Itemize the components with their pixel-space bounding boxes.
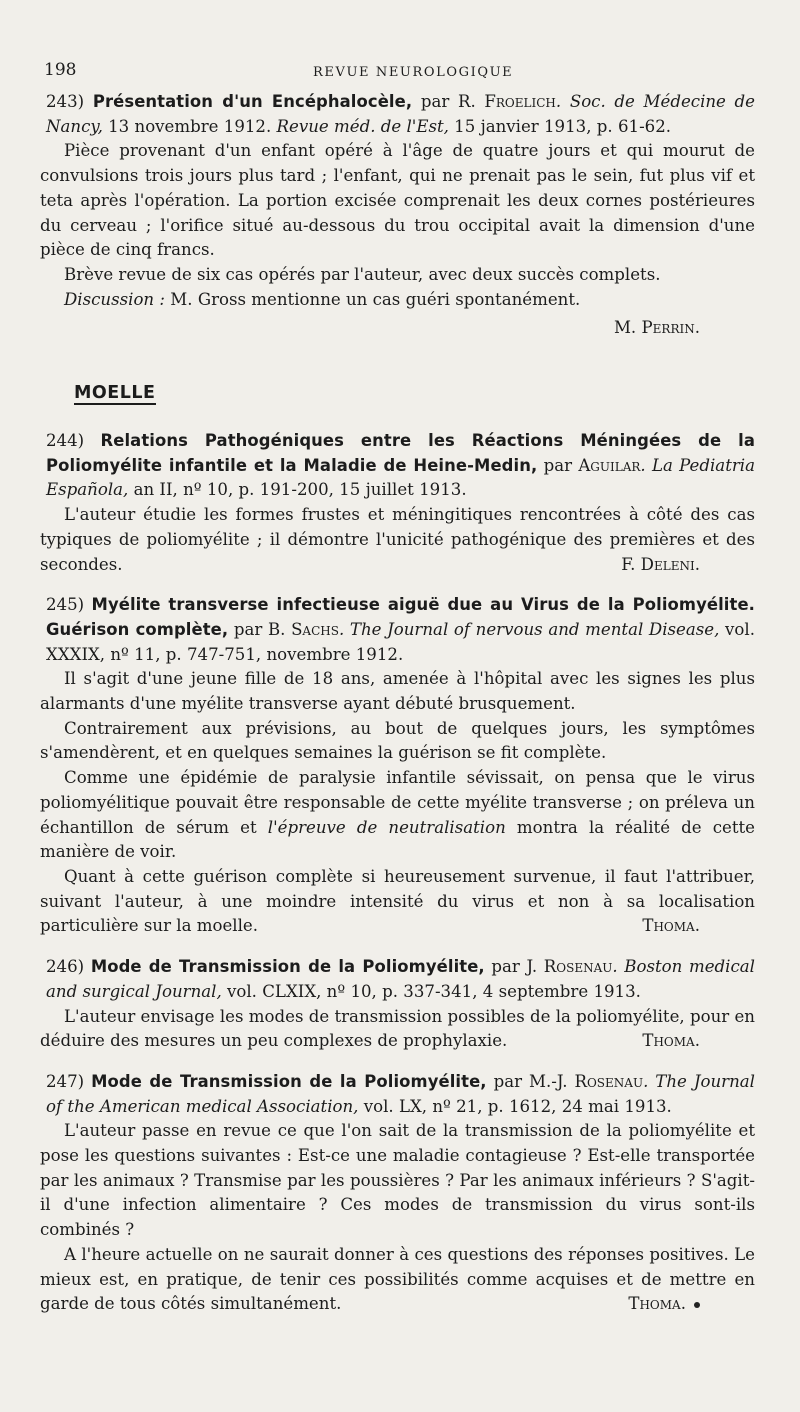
signature: M. Perrin. — [613, 318, 700, 338]
page-number: 198 — [44, 60, 77, 80]
entry-title: 247) Mode de Transmission de la Poliomyélite, par M.-J. Rosenau. The Journal of the American medical Association, vol. LX, nº 21, p. 1612, 24 mai 1913. — [46, 1071, 755, 1116]
paragraph: Brève revue de six cas opérés par l'auteur, avec deux succès complets. — [64, 264, 661, 284]
entry-244 — [40, 429, 755, 577]
entry-title: 243) Présentation d'un Encéphalocèle, par R. Froelich. Soc. de Médecine de Nancy, 13 novembre 1912. Revue méd. de l'Est, 15 janvier 1913, p. 61-62. — [46, 92, 755, 136]
signature: Thoma. — [604, 1292, 755, 1317]
paragraph: Pièce provenant d'un enfant opéré à l'âge de quatre jours et qui mourut de convulsions trois jours plus tard ; l'enfant, qui ne prenait pas le sein, fut plus vif et teta après l'opération. La portion excisée comprenait les deux cornes postérieures du cerveau ; l'orifice situé au-dessous du trou occipital avait la dimension d'une pièce de cinq francs. — [40, 141, 755, 260]
paragraph: L'auteur envisage les modes de transmission possibles de la poliomyélite, pour en déduire des mesures un peu complexes de prophylaxie. Thoma. — [40, 1005, 755, 1054]
signature: Thoma. — [642, 916, 700, 936]
entry-243 — [40, 90, 755, 341]
ink-dot-icon — [694, 1302, 700, 1308]
paragraph: Il s'agit d'une jeune fille de 18 ans, amenée à l'hôpital avec les signes les plus alarmants d'une myélite transverse ayant débuté brusquement. — [40, 669, 755, 714]
paragraph: Contrairement aux prévisions, au bout de quelques jours, les symptômes s'amendèrent, et en quelques semaines la guérison se fit complète. — [40, 718, 755, 763]
entry-title: 244) Relations Pathogéniques entre les Réactions Méningées de la Poliomyélite infantile et la Maladie de Heine-Medin, par Aguilar. La Pediatria Española, an II, nº 10, p. 191-200, 15 juillet 1913. — [46, 431, 755, 500]
paragraph: Comme une épidémie de paralysie infantile sévissait, on pensa que le virus poliomyélitique pouvait être responsable de cette myélite transverse ; on préleva un échantillon de sérum et l'épreuve de neutralisation montra la réalité de cette manière de voir. — [40, 768, 755, 862]
running-title: REVUE NEUROLOGIQUE — [313, 65, 514, 80]
page-header — [40, 58, 755, 90]
signature: Thoma. — [642, 1031, 700, 1051]
entry-title: 246) Mode de Transmission de la Poliomyélite, par J. Rosenau. Boston medical and surgical Journal, vol. CLXIX, nº 10, p. 337-341, 4 septembre 1913. — [46, 957, 755, 1001]
paragraph: L'auteur passe en revue ce que l'on sait de la transmission de la poliomyélite et pose les questions suivantes : Est-ce une maladie contagieuse ? Est-elle transportée par les animaux ? Transmise par les poussières ? Par les animaux inférieurs ? S'agit-il d'une infection alimentaire ? Ces modes de transmission du virus sont-ils combinés ? — [40, 1121, 755, 1240]
signature: F. Deleni. — [621, 554, 700, 574]
entry-246 — [40, 955, 755, 1054]
paragraph: Quant à cette guérison complète si heureusement survenue, il faut l'attribuer, suivant l'auteur, à une moindre intensité du virus et non à sa localisation particulière sur la moelle. Thoma. — [40, 865, 755, 939]
discussion: Discussion : M. Gross mentionne un cas guéri spontanément. — [64, 289, 581, 309]
paragraph: L'auteur étudie les formes frustes et méningitiques rencontrées à côté des cas typiques de poliomyélite ; il démontre l'unicité pathogénique des premières et des secondes. F. Deleni. — [40, 503, 755, 577]
section-heading: MOELLE — [74, 383, 156, 404]
entry-title: 245) Myélite transverse infectieuse aiguë due au Virus de la Poliomyélite. Guérison complète, par B. Sachs. The Journal of nervous and mental Disease, vol. XXXIX, nº 11, p. 747-751, novembre 1912. — [46, 595, 755, 664]
entry-247 — [40, 1070, 755, 1317]
paragraph: A l'heure actuelle on ne saurait donner à ces questions des réponses positives. Le mieux est, en pratique, de tenir ces possibilités comme acquises et de mettre en garde de tous côtés simultanément. Thoma. — [40, 1243, 755, 1317]
entry-245 — [40, 593, 755, 939]
page — [40, 58, 755, 1333]
